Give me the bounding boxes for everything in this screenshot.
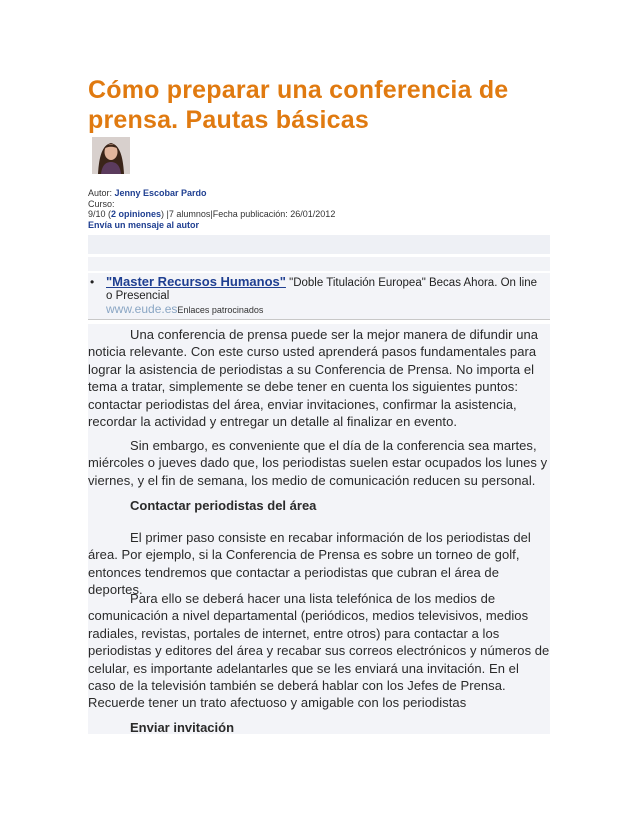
ad-title-link[interactable]: "Master Recursos Humanos" <box>106 274 286 289</box>
empty-banner-row <box>88 235 550 254</box>
article-body <box>88 324 550 734</box>
rating-suffix: ) |7 alumnos|Fecha publicación: 26/01/2012 <box>161 209 336 219</box>
section-heading-contact: Contactar periodistas del área <box>130 498 317 513</box>
sponsored-label: Enlaces patrocinados <box>177 305 264 315</box>
paragraph-phone-list <box>88 590 550 712</box>
bullet-icon: • <box>90 275 95 289</box>
opinions-link[interactable]: 2 opiniones <box>111 209 162 219</box>
ad-url-link[interactable]: www.eude.es <box>106 302 178 316</box>
rating-prefix: 9/10 ( <box>88 209 112 219</box>
paragraph-first-step-text: El primer paso consiste en recabar información de los periodistas del área. Por ejemplo, si la Conferencia de Prensa es sobre un torneo de golf, entonces tendremos que contactar a periodistas que cubran el área de deportes. <box>88 530 531 598</box>
author-avatar[interactable] <box>92 137 130 174</box>
paragraph-intro <box>88 326 550 430</box>
send-message-link[interactable]: Envía un mensaje al autor <box>88 219 200 230</box>
paragraph-intro-text: Una conferencia de prensa puede ser la mejor manera de difundir una noticia relevante. Con este curso usted aprenderá pasos fundamentales para lograr la asistencia de periodistas a su Conferencia de Prensa. No importa el tema a tratar, simplemente se debe tener en cuenta los siguientes puntos: contactar periodistas del área, enviar invitaciones, confirmar la asistencia, recordar la actividad y entregar un detalle al finalizar en evento. <box>88 327 539 430</box>
article-meta <box>88 188 548 230</box>
course-line: Curso: <box>88 198 115 209</box>
paragraph-first-step <box>88 529 550 599</box>
paragraph-days-text: Sin embargo, es conveniente que el día de la conferencia sea martes, miércoles o jueves dado que, los periodistas suelen estar ocupados los lunes y viernes, y el fin de semana, los medio de comunicación reducen su personal. <box>88 438 548 488</box>
author-line <box>88 188 548 199</box>
article-title: Cómo preparar una conferencia de prensa. Pautas básicas <box>88 76 509 134</box>
sponsored-ad <box>88 273 550 320</box>
author-photo <box>92 137 130 174</box>
ad-body <box>106 275 546 317</box>
rating-line <box>88 209 548 220</box>
section-heading-invitation: Enviar invitación <box>130 720 235 735</box>
author-label: Autor: <box>88 188 115 198</box>
empty-banner-row-2 <box>88 257 550 271</box>
paragraph-days <box>88 437 550 489</box>
author-name-link[interactable]: Jenny Escobar Pardo <box>114 188 207 198</box>
ad-text: "Doble Titulación Europea" Becas Ahora. On line o Presencial <box>106 277 538 302</box>
paragraph-phone-list-text: Para ello se deberá hacer una lista telefónica de los medios de comunicación a nivel departamental (periódicos, medios televisivos, medios radiales, revistas, portales de internet, entre otros) para contactar a los periodistas y editores del área y recabar sus correos electrónicos y números de celular, es importante adelantarles que se les enviará una invitación. En el caso de la televisión también se deberá hablar con los Jefes de Prensa. Recuerde tener un trato afectuoso y amigable con los periodistas <box>88 591 550 711</box>
